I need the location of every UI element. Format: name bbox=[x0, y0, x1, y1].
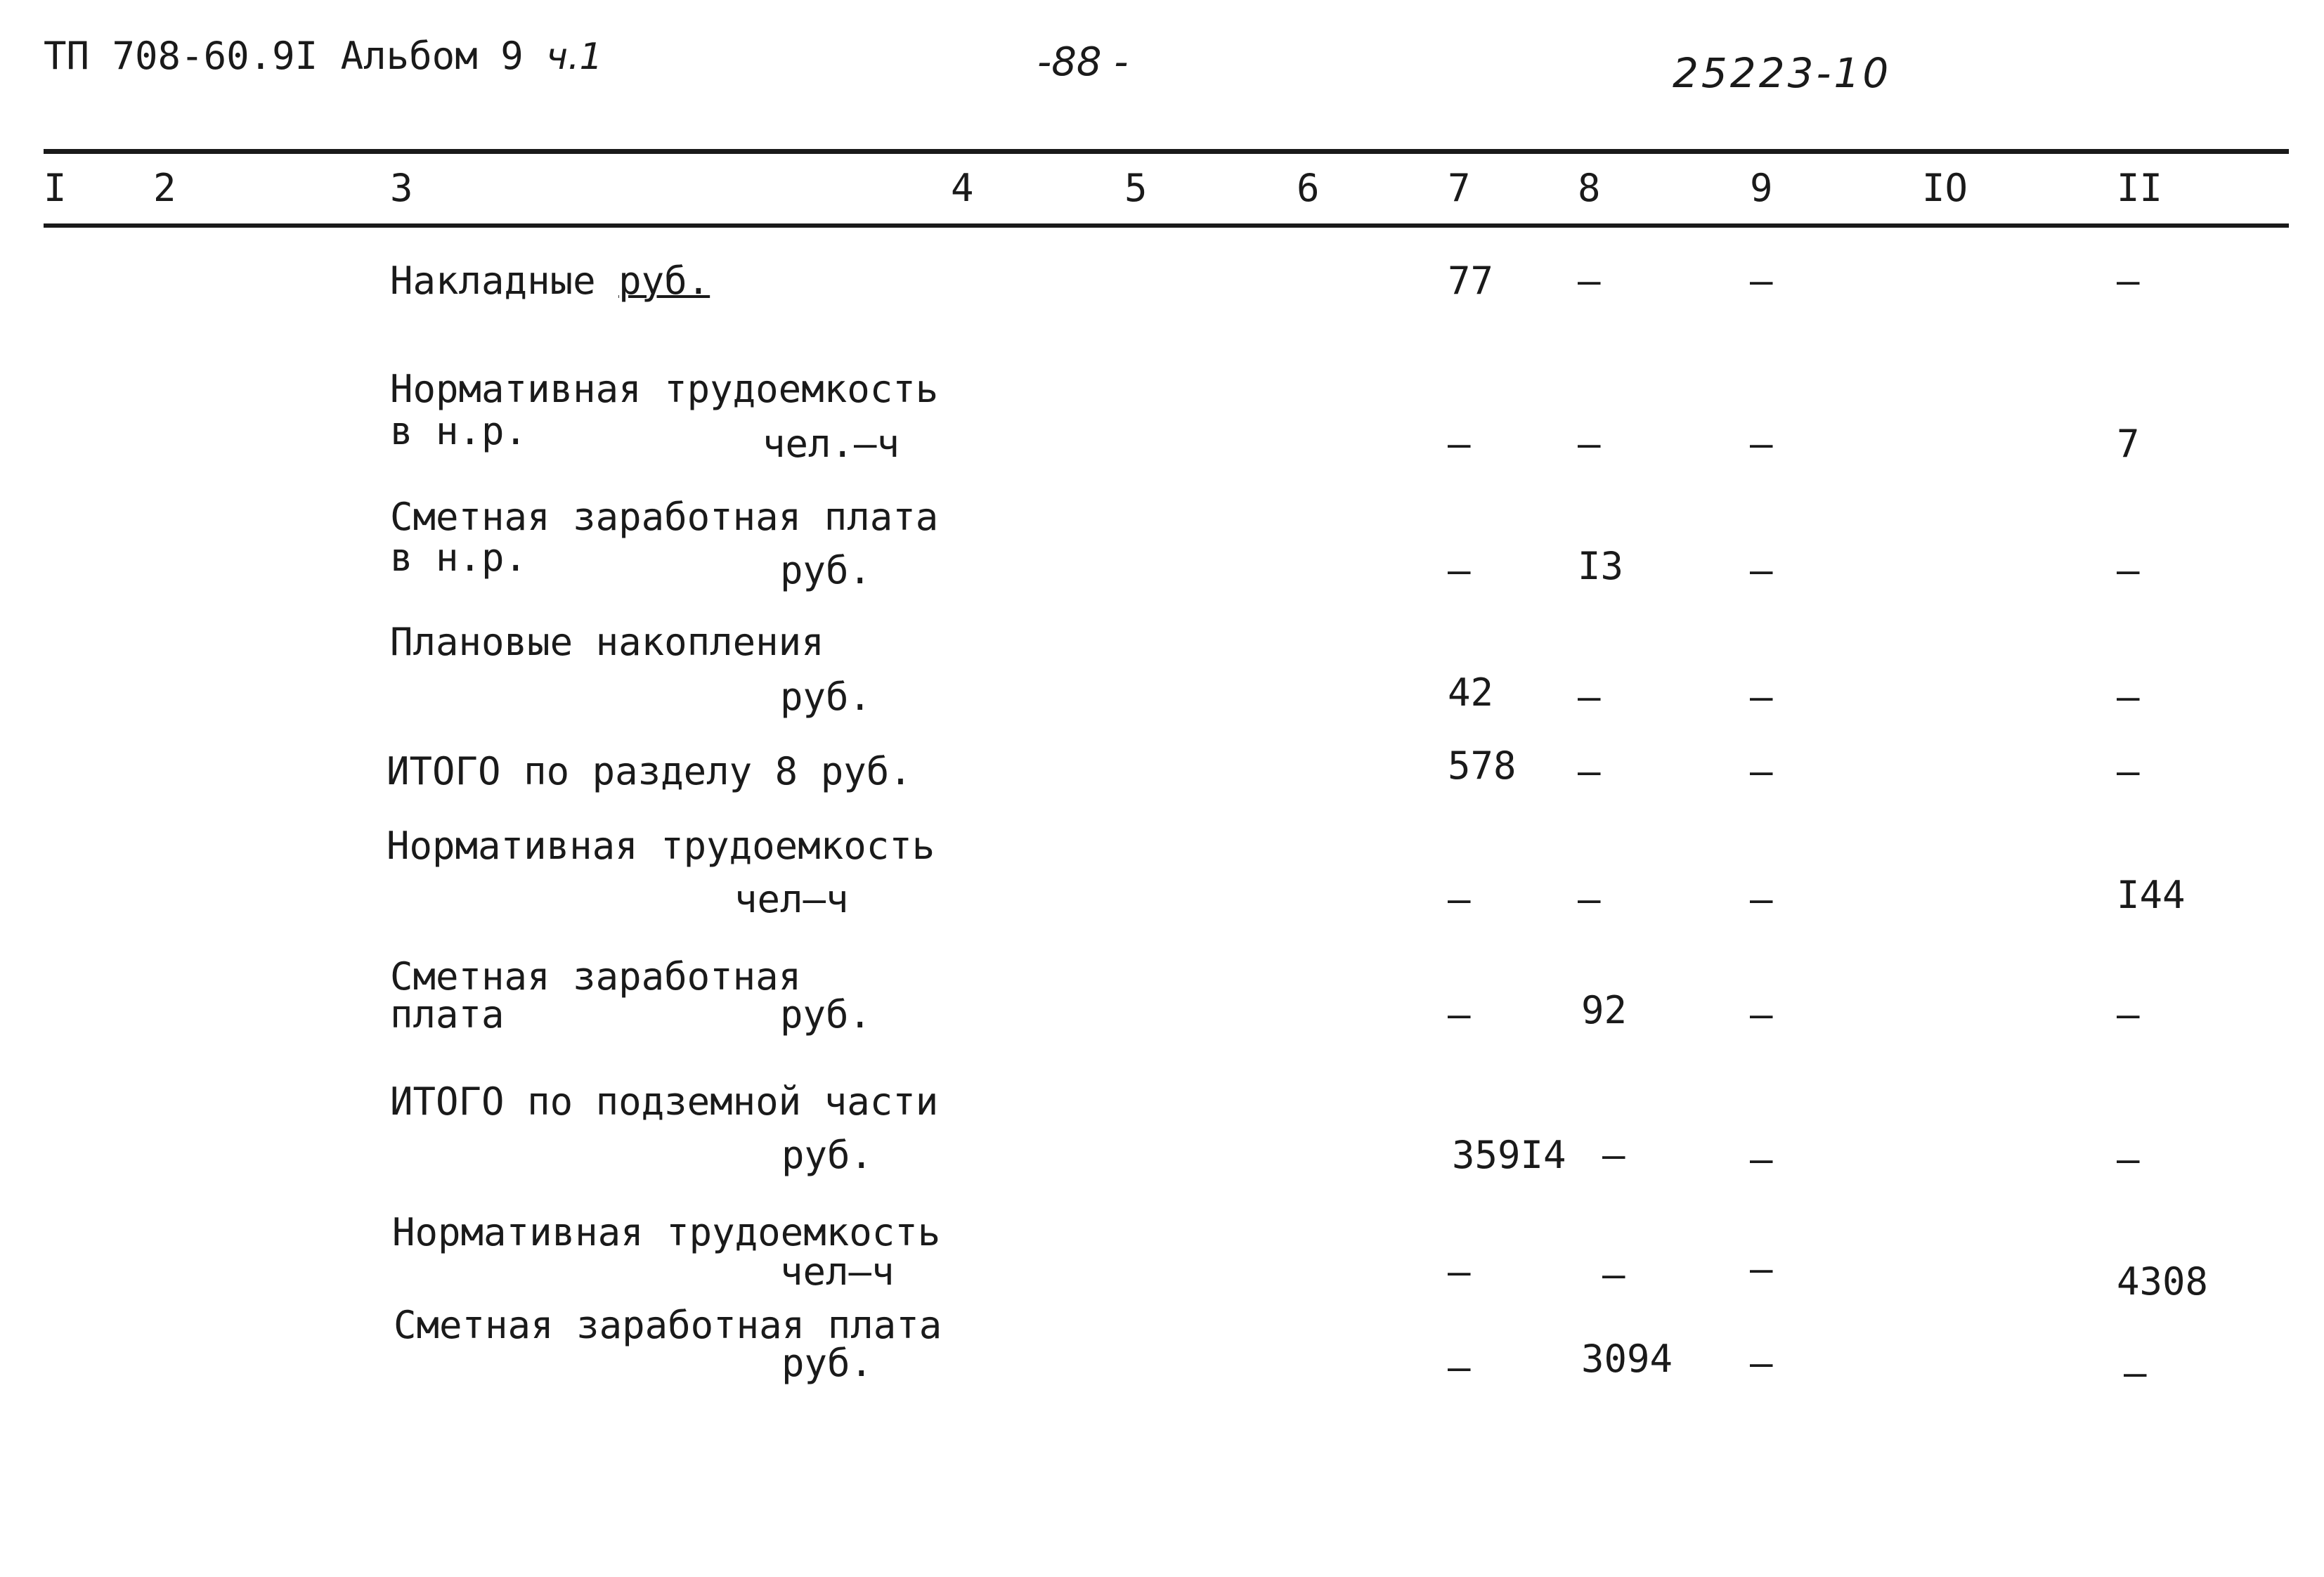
column-number-2: 2 bbox=[153, 166, 176, 210]
cell-col11: – bbox=[2117, 749, 2140, 793]
cell-col9: – bbox=[1750, 675, 1773, 719]
column-number-9: 9 bbox=[1750, 166, 1773, 210]
row-label-line: Сметная заработная плата bbox=[390, 495, 939, 539]
row-label-line: Сметная заработная плата bbox=[394, 1303, 942, 1347]
row-unit: руб. bbox=[780, 992, 872, 1037]
cell-col7: 77 bbox=[1448, 259, 1494, 303]
cell-col11: I44 bbox=[2117, 873, 2186, 917]
row-label-line: в н.р. bbox=[390, 536, 528, 580]
cell-col9: – bbox=[1750, 422, 1773, 466]
column-number-6: 6 bbox=[1297, 166, 1320, 210]
table-top-rule bbox=[44, 149, 2289, 154]
cell-col8: – bbox=[1578, 675, 1601, 719]
cell-col11: – bbox=[2124, 1351, 2147, 1395]
column-number-11: II bbox=[2117, 166, 2163, 210]
row-label-line: Нормативная трудоемкость bbox=[390, 367, 939, 411]
cell-col9: – bbox=[1750, 548, 1773, 592]
row-label-line: в н.р. bbox=[390, 409, 528, 453]
row-unit: руб. bbox=[780, 548, 872, 592]
row-label-line: Сметная заработная bbox=[390, 954, 802, 999]
row-label-line: Плановые накопления bbox=[390, 620, 824, 664]
cell-col9: – bbox=[1750, 1247, 1773, 1291]
row-unit: руб. bbox=[781, 1133, 874, 1177]
column-number-1: I bbox=[44, 166, 67, 210]
row-label-line: Накладные bbox=[390, 259, 596, 303]
cell-col11: 4308 bbox=[2117, 1259, 2209, 1304]
cell-col8: I3 bbox=[1578, 544, 1624, 588]
column-number-7: 7 bbox=[1448, 166, 1471, 210]
cell-col9: – bbox=[1750, 992, 1773, 1037]
column-number-5: 5 bbox=[1124, 166, 1148, 210]
row-unit: руб. bbox=[618, 259, 710, 303]
column-number-3: 3 bbox=[390, 166, 413, 210]
cell-col8: – bbox=[1578, 422, 1601, 466]
row-label-line: плата bbox=[390, 992, 505, 1037]
row-unit: руб. bbox=[781, 1341, 874, 1385]
row-label bbox=[390, 260, 710, 302]
cell-col8: 3094 bbox=[1581, 1337, 1673, 1381]
row-label-line: Нормативная трудоемкость bbox=[387, 824, 935, 868]
row-label-line: Нормативная трудоемкость bbox=[392, 1210, 941, 1254]
cell-col8: – bbox=[1578, 749, 1601, 793]
column-number-8: 8 bbox=[1578, 166, 1601, 210]
cell-col9: – bbox=[1750, 877, 1773, 921]
column-number-4: 4 bbox=[951, 166, 974, 210]
cell-col11: – bbox=[2117, 675, 2140, 719]
row-label-line: ИТОГО по подземной части bbox=[390, 1079, 939, 1124]
table-header-rule bbox=[44, 223, 2289, 228]
cell-col11: – bbox=[2117, 992, 2140, 1037]
row-label-line: ИТОГО по разделу 8 руб. bbox=[387, 749, 912, 793]
cell-col8: – bbox=[1602, 1252, 1625, 1297]
cell-col7: 359I4 bbox=[1452, 1133, 1566, 1177]
cell-col9: – bbox=[1750, 1341, 1773, 1385]
row-unit: чел–ч bbox=[780, 1250, 895, 1294]
cell-col9: – bbox=[1750, 749, 1773, 793]
cell-col11: – bbox=[2117, 548, 2140, 592]
cell-col8: – bbox=[1578, 877, 1601, 921]
row-unit: чел.–ч bbox=[762, 422, 900, 466]
sheet-code: 25223-10 bbox=[1673, 49, 1892, 97]
document-code bbox=[44, 34, 603, 78]
cell-col7: – bbox=[1448, 1250, 1471, 1294]
cell-col7: – bbox=[1448, 548, 1471, 592]
cell-col7: – bbox=[1448, 1345, 1471, 1389]
cell-col8: – bbox=[1602, 1133, 1625, 1177]
cell-col7: – bbox=[1448, 877, 1471, 921]
cell-col7: 578 bbox=[1448, 744, 1517, 788]
cell-col7: 42 bbox=[1448, 670, 1494, 715]
cell-col9: – bbox=[1750, 259, 1773, 303]
cell-col11: 7 bbox=[2117, 422, 2140, 466]
row-unit: чел–ч bbox=[734, 877, 849, 921]
page-number: -88 - bbox=[1037, 39, 1129, 85]
cell-col7: – bbox=[1448, 422, 1471, 466]
cell-col7: – bbox=[1448, 992, 1471, 1037]
cell-col11: – bbox=[2117, 259, 2140, 303]
document-part: ч.1 bbox=[546, 36, 603, 78]
cell-col8: 92 bbox=[1581, 988, 1628, 1032]
cell-col9: – bbox=[1750, 1137, 1773, 1181]
row-unit: руб. bbox=[780, 675, 872, 719]
cell-col8: – bbox=[1578, 259, 1601, 303]
column-number-10: IO bbox=[1922, 166, 1968, 210]
cell-col11: – bbox=[2117, 1137, 2140, 1181]
document-code-text: ТП 708-60.9I Альбом 9 bbox=[44, 34, 524, 78]
